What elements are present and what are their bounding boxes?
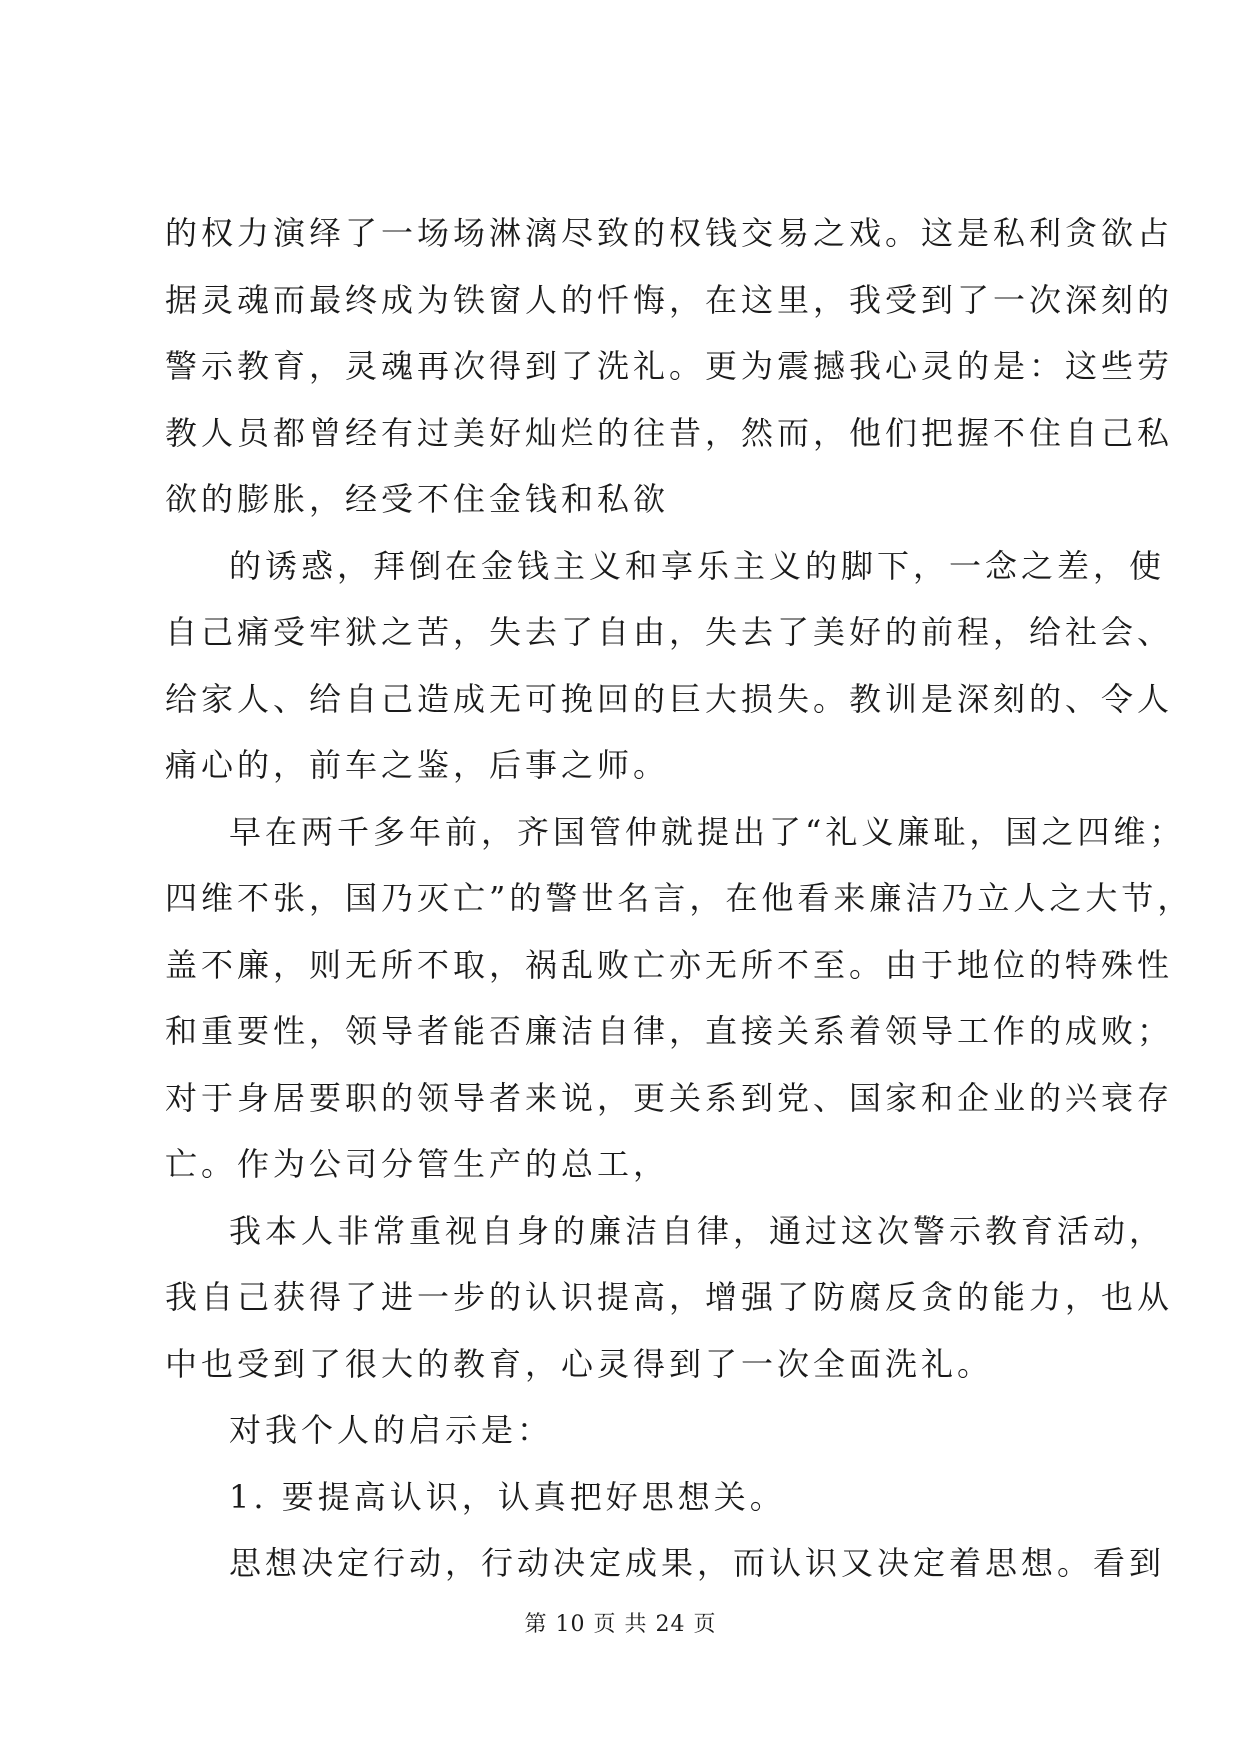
- text-line: 据灵魂而最终成为铁窗人的忏悔，在这里，我受到了一次深刻的: [165, 280, 1174, 319]
- text-line: 欲的膨胀，经受不住金钱和私欲: [165, 480, 670, 518]
- text-line: 中也受到了很大的教育，心灵得到了一次全面洗礼。: [165, 1344, 994, 1383]
- list-item: 1. 要提高认识，认真把好思想关。: [229, 1477, 786, 1516]
- text-line: 自己痛受牢狱之苦，失去了自由，失去了美好的前程，给社会、: [165, 613, 1174, 651]
- text-line: 对我个人的启示是：: [229, 1411, 554, 1449]
- text-line: 教人员都曾经有过美好灿烂的往昔，然而，他们把握不住自己私: [165, 413, 1174, 452]
- text-line: 我本人非常重视自身的廉洁自律，通过这次警示教育活动，: [229, 1211, 1166, 1250]
- text-line: 四维不张，国乃灭亡”的警世名言，在他看来廉洁乃立人之大节，: [165, 879, 1194, 917]
- text-line: 和重要性，领导者能否廉洁自律，直接关系着领导工作的成败；: [165, 1012, 1174, 1050]
- text-line: 警示教育，灵魂再次得到了洗礼。更为震撼我心灵的是：这些劳: [165, 347, 1174, 385]
- text-line: 的权力演绎了一场场淋漓尽致的权钱交易之戏。这是私利贪欲占: [165, 214, 1174, 252]
- text-line: 痛心的，前车之鉴，后事之师。: [165, 746, 670, 784]
- text-line: 思想决定行动，行动决定成果，而认识又决定着思想。看到: [229, 1544, 1166, 1582]
- text-line: 我自己获得了进一步的认识提高，增强了防腐反贪的能力，也从: [165, 1278, 1174, 1316]
- text-line: 盖不廉，则无所不取，祸乱败亡亦无所不至。由于地位的特殊性: [165, 945, 1174, 984]
- page-number-footer: 第 10 页 共 24 页: [524, 1612, 717, 1637]
- text-line: 对于身居要职的领导者来说，更关系到党、国家和企业的兴衰存: [165, 1078, 1174, 1117]
- text-line: 的诱惑，拜倒在金钱主义和享乐主义的脚下，一念之差，使: [229, 546, 1166, 585]
- document-body: [165, 200, 1194, 1597]
- text-line: 亡。作为公司分管生产的总工，: [165, 1145, 670, 1183]
- text-line: 早在两千多年前，齐国管仲就提出了“礼义廉耻，国之四维；: [229, 812, 1186, 851]
- text-line: 给家人、给自己造成无可挽回的巨大损失。教训是深刻的、令人: [165, 679, 1174, 718]
